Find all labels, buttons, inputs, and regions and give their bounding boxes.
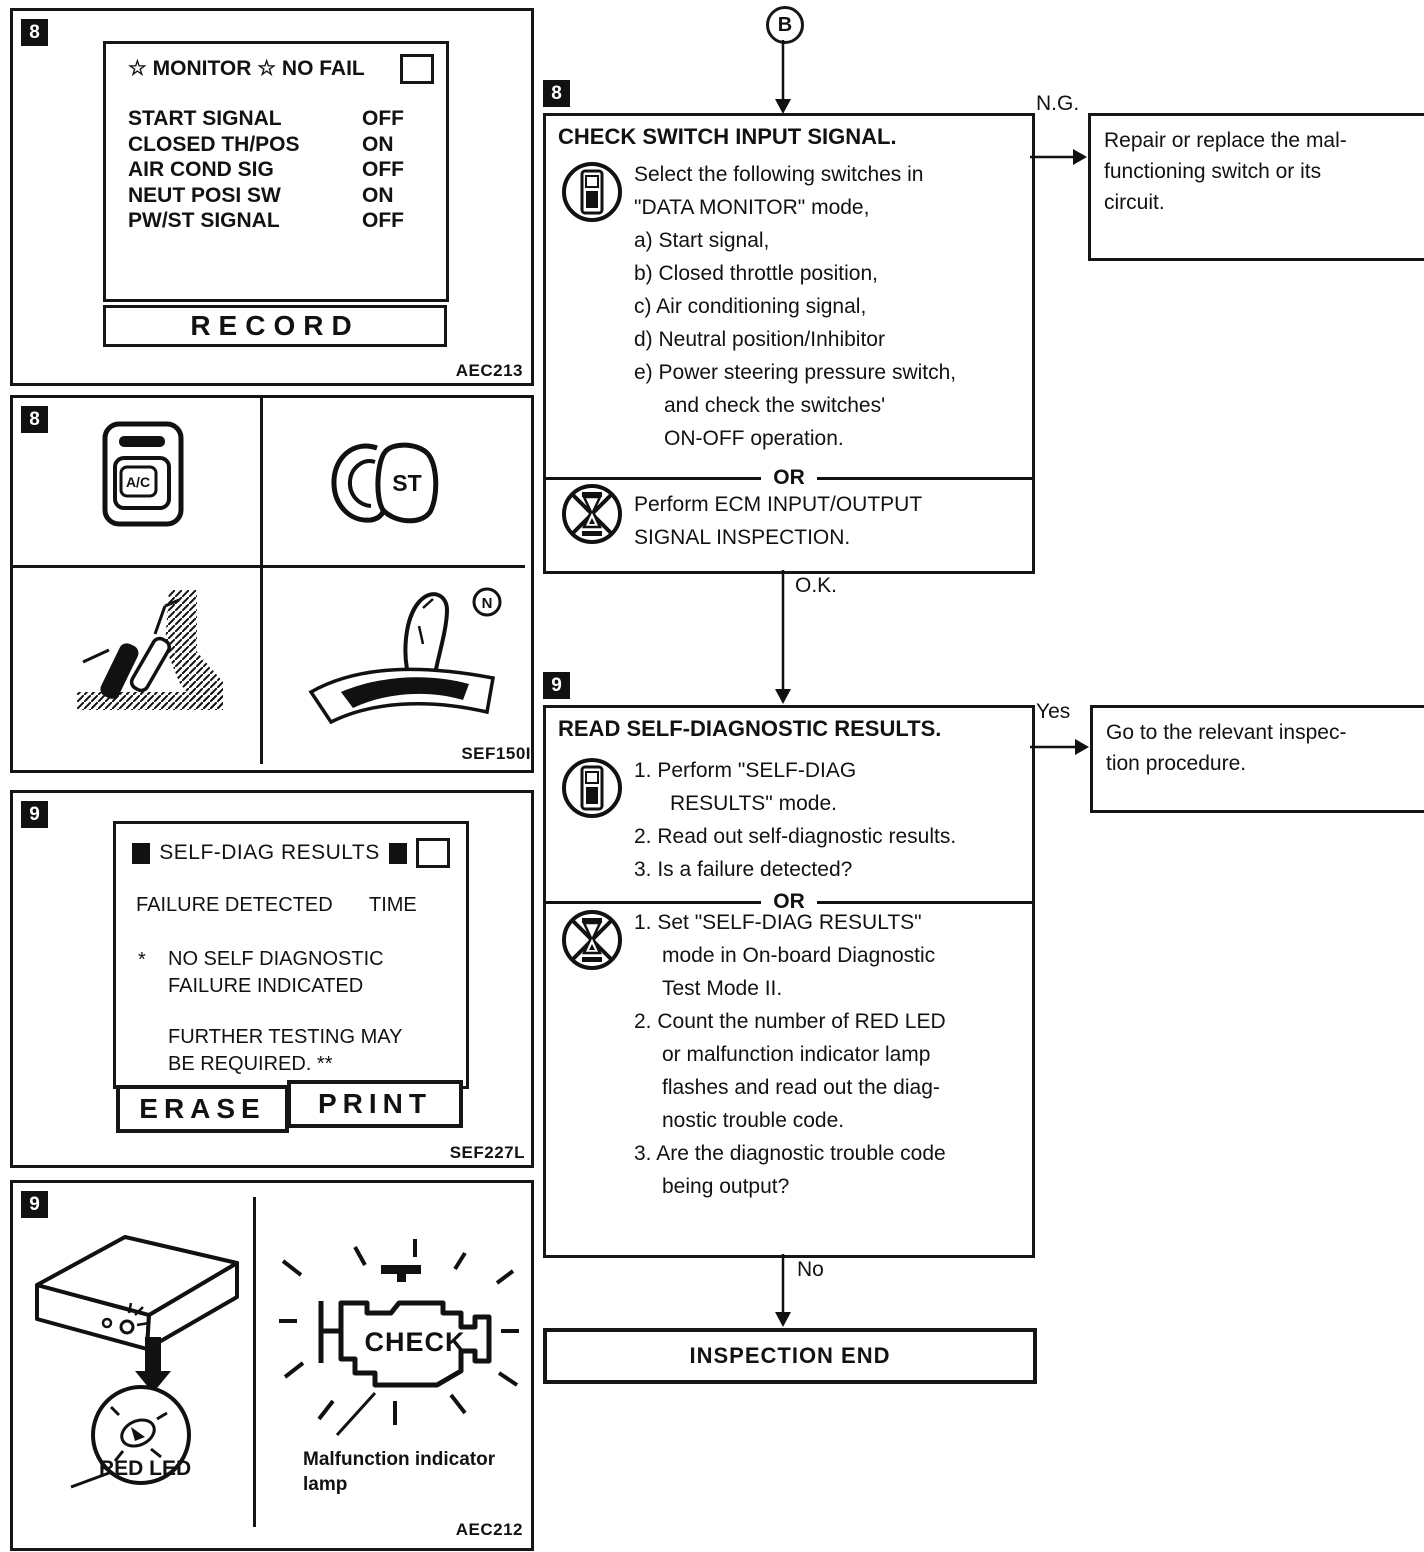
arrow-step9-to-end xyxy=(775,1254,791,1327)
selfdiag-screen xyxy=(113,821,469,1089)
selfdiag-result-line: FURTHER TESTING MAY xyxy=(168,1026,403,1048)
inspection-end-box: INSPECTION END xyxy=(543,1328,1037,1384)
flow-step-badge: 9 xyxy=(543,672,570,699)
signal-value: OFF xyxy=(362,158,404,181)
flow-text-line: 3. Is a failure detected? xyxy=(634,858,853,881)
flow-step9-title: READ SELF-DIAGNOSTIC RESULTS. xyxy=(558,716,942,741)
filled-square-icon xyxy=(389,843,407,864)
filled-square-icon xyxy=(132,843,150,864)
result-text-line: Go to the relevant inspec- xyxy=(1106,721,1347,744)
no-consult-tool-icon xyxy=(560,908,624,972)
connector-b: B xyxy=(766,6,804,44)
ecm-red-led-illustration xyxy=(23,1221,253,1491)
step-number-badge: 8 xyxy=(21,406,48,433)
result-text-line: tion procedure. xyxy=(1106,752,1247,775)
ac-button-label: A/C xyxy=(125,474,151,490)
quadrant-divider-horizontal xyxy=(13,565,525,568)
failure-detected-column-header: FAILURE DETECTED xyxy=(136,894,333,916)
selfdiag-status-box-icon xyxy=(416,838,450,868)
flow-text-line: or malfunction indicator lamp xyxy=(662,1043,931,1066)
flow-text-line: c) Air conditioning signal, xyxy=(634,295,867,318)
consult-tool-icon xyxy=(560,160,624,224)
ng-result-box xyxy=(1088,113,1424,261)
flow-text-line: 1. Perform "SELF-DIAG xyxy=(634,759,857,782)
signal-name: CLOSED TH/POS xyxy=(128,132,300,156)
figure-code: AEC213 xyxy=(455,361,523,380)
flow-text-line: RESULTS" mode. xyxy=(670,792,837,815)
yes-edge-label: Yes xyxy=(1036,700,1071,723)
flow-text-line: 2. Count the number of RED LED xyxy=(634,1010,946,1033)
mil-label-line: lamp xyxy=(303,1474,348,1495)
yes-result-box xyxy=(1090,705,1424,813)
flow-text-line: Select the following switches in xyxy=(634,163,924,186)
figure-panel-switches xyxy=(10,395,534,773)
figure-code: SEF227L xyxy=(449,1143,525,1162)
shift-lever-illustration xyxy=(295,580,510,750)
monitor-row xyxy=(106,132,446,158)
flow-text-line: b) Closed throttle position, xyxy=(634,262,878,285)
step-number-badge: 9 xyxy=(21,801,48,828)
step-number-badge: 9 xyxy=(21,1191,48,1218)
flow-text-line: nostic trouble code. xyxy=(662,1109,845,1132)
or-label: OR xyxy=(773,890,805,913)
signal-name: AIR COND SIG xyxy=(128,158,274,181)
arrow-yes-to-procedure xyxy=(1030,739,1089,755)
arrow-step8-to-step9 xyxy=(775,570,791,704)
flow-step9-box xyxy=(543,705,1035,1258)
flow-step-badge: 8 xyxy=(543,80,570,107)
flow-step9-consult-text xyxy=(634,754,956,886)
monitor-signal-list xyxy=(106,106,446,234)
flow-text-line: SIGNAL INSPECTION. xyxy=(634,526,851,549)
signal-name: PW/ST SIGNAL xyxy=(128,209,280,232)
no-edge-label: No xyxy=(797,1258,824,1281)
flow-text-line: Perform ECM INPUT/OUTPUT xyxy=(634,493,923,516)
signal-value: ON xyxy=(362,183,394,207)
pedal-illustration xyxy=(63,590,228,720)
ng-edge-label: N.G. xyxy=(1036,92,1080,115)
flow-text-line: and check the switches' xyxy=(664,394,886,417)
result-text-line: Repair or replace the mal- xyxy=(1104,129,1347,152)
figure-code: SEF150I xyxy=(461,744,531,763)
figure-code: AEC212 xyxy=(455,1520,523,1539)
arrow-ng-to-repair xyxy=(1030,149,1087,165)
flow-step9-no-consult-text xyxy=(634,906,946,1203)
step-number-badge: 8 xyxy=(21,19,48,46)
flow-text-line: 1. Set "SELF-DIAG RESULTS" xyxy=(634,911,922,934)
monitor-screen-title: ☆ MONITOR ☆ NO FAIL xyxy=(128,57,365,80)
consult-tool-icon xyxy=(560,756,624,820)
mil-label xyxy=(303,1447,495,1497)
selfdiag-result-line: BE REQUIRED. ** xyxy=(168,1053,333,1075)
quadrant-divider-vertical xyxy=(260,398,263,764)
check-engine-lamp-illustration xyxy=(275,1235,523,1445)
flow-text-line: e) Power steering pressure switch, xyxy=(634,361,957,384)
result-text-line: functioning switch or its xyxy=(1104,160,1322,183)
ignition-key-illustration xyxy=(325,432,445,532)
selfdiag-screen-title: SELF-DIAG RESULTS xyxy=(159,841,380,864)
flow-text-line: d) Neutral position/Inhibitor xyxy=(634,328,885,351)
selfdiag-result-line: FAILURE INDICATED xyxy=(168,975,364,997)
or-label: OR xyxy=(773,466,805,489)
flow-text-line: 3. Are the diagnostic trouble code xyxy=(634,1142,946,1165)
signal-value: OFF xyxy=(362,107,404,130)
flow-text-line: being output? xyxy=(662,1175,790,1198)
footnote-asterisk: * xyxy=(138,949,146,971)
flow-step8-consult-text xyxy=(634,158,956,455)
flow-text-line: 2. Read out self-diagnostic results. xyxy=(634,825,957,848)
mil-label-line: Malfunction indicator xyxy=(303,1449,496,1470)
arrow-b-to-step8 xyxy=(775,40,791,114)
figure-panel-ecm-mil xyxy=(10,1180,534,1551)
monitor-row xyxy=(106,208,446,234)
selfdiag-result-line: NO SELF DIAGNOSTIC xyxy=(168,948,384,970)
consult-monitor-screen xyxy=(103,41,449,302)
ok-edge-label: O.K. xyxy=(795,574,838,597)
monitor-row xyxy=(106,157,446,183)
flow-text-line: a) Start signal, xyxy=(634,229,770,252)
figure-panel-monitor xyxy=(10,8,534,386)
flow-text-line: ON-OFF operation. xyxy=(664,427,844,450)
flow-text-line: Test Mode II. xyxy=(662,977,783,1000)
flow-text-line: mode in On-board Diagnostic xyxy=(662,944,936,967)
signal-value: ON xyxy=(362,132,394,156)
key-st-label: ST xyxy=(392,470,422,496)
print-button[interactable]: PRINT xyxy=(287,1080,463,1128)
signal-name: START SIGNAL xyxy=(128,107,282,130)
check-lamp-text: CHECK xyxy=(364,1327,466,1357)
no-consult-tool-icon xyxy=(560,482,624,546)
monitor-row xyxy=(106,183,446,209)
signal-name: NEUT POSI SW xyxy=(128,183,281,207)
record-button[interactable]: RECORD xyxy=(103,305,447,347)
result-text-line: circuit. xyxy=(1104,191,1165,214)
red-led-label: RED LED xyxy=(99,1457,192,1480)
flow-step8-box xyxy=(543,113,1035,574)
flow-text-line: "DATA MONITOR" mode, xyxy=(634,196,870,219)
erase-button[interactable]: ERASE xyxy=(116,1085,289,1133)
monitor-row xyxy=(106,106,446,132)
figure-panel-selfdiag xyxy=(10,790,534,1168)
flow-step8-title: CHECK SWITCH INPUT SIGNAL. xyxy=(558,124,897,149)
signal-value: OFF xyxy=(362,209,404,232)
panel-divider-vertical xyxy=(253,1197,256,1527)
flow-text-line: flashes and read out the diag- xyxy=(662,1076,940,1099)
monitor-status-box-icon xyxy=(400,54,434,84)
ac-switch-illustration xyxy=(101,420,185,530)
flow-step8-no-consult-text xyxy=(634,488,922,554)
shift-position-n-label: N xyxy=(481,595,493,612)
time-column-header: TIME xyxy=(369,894,417,916)
